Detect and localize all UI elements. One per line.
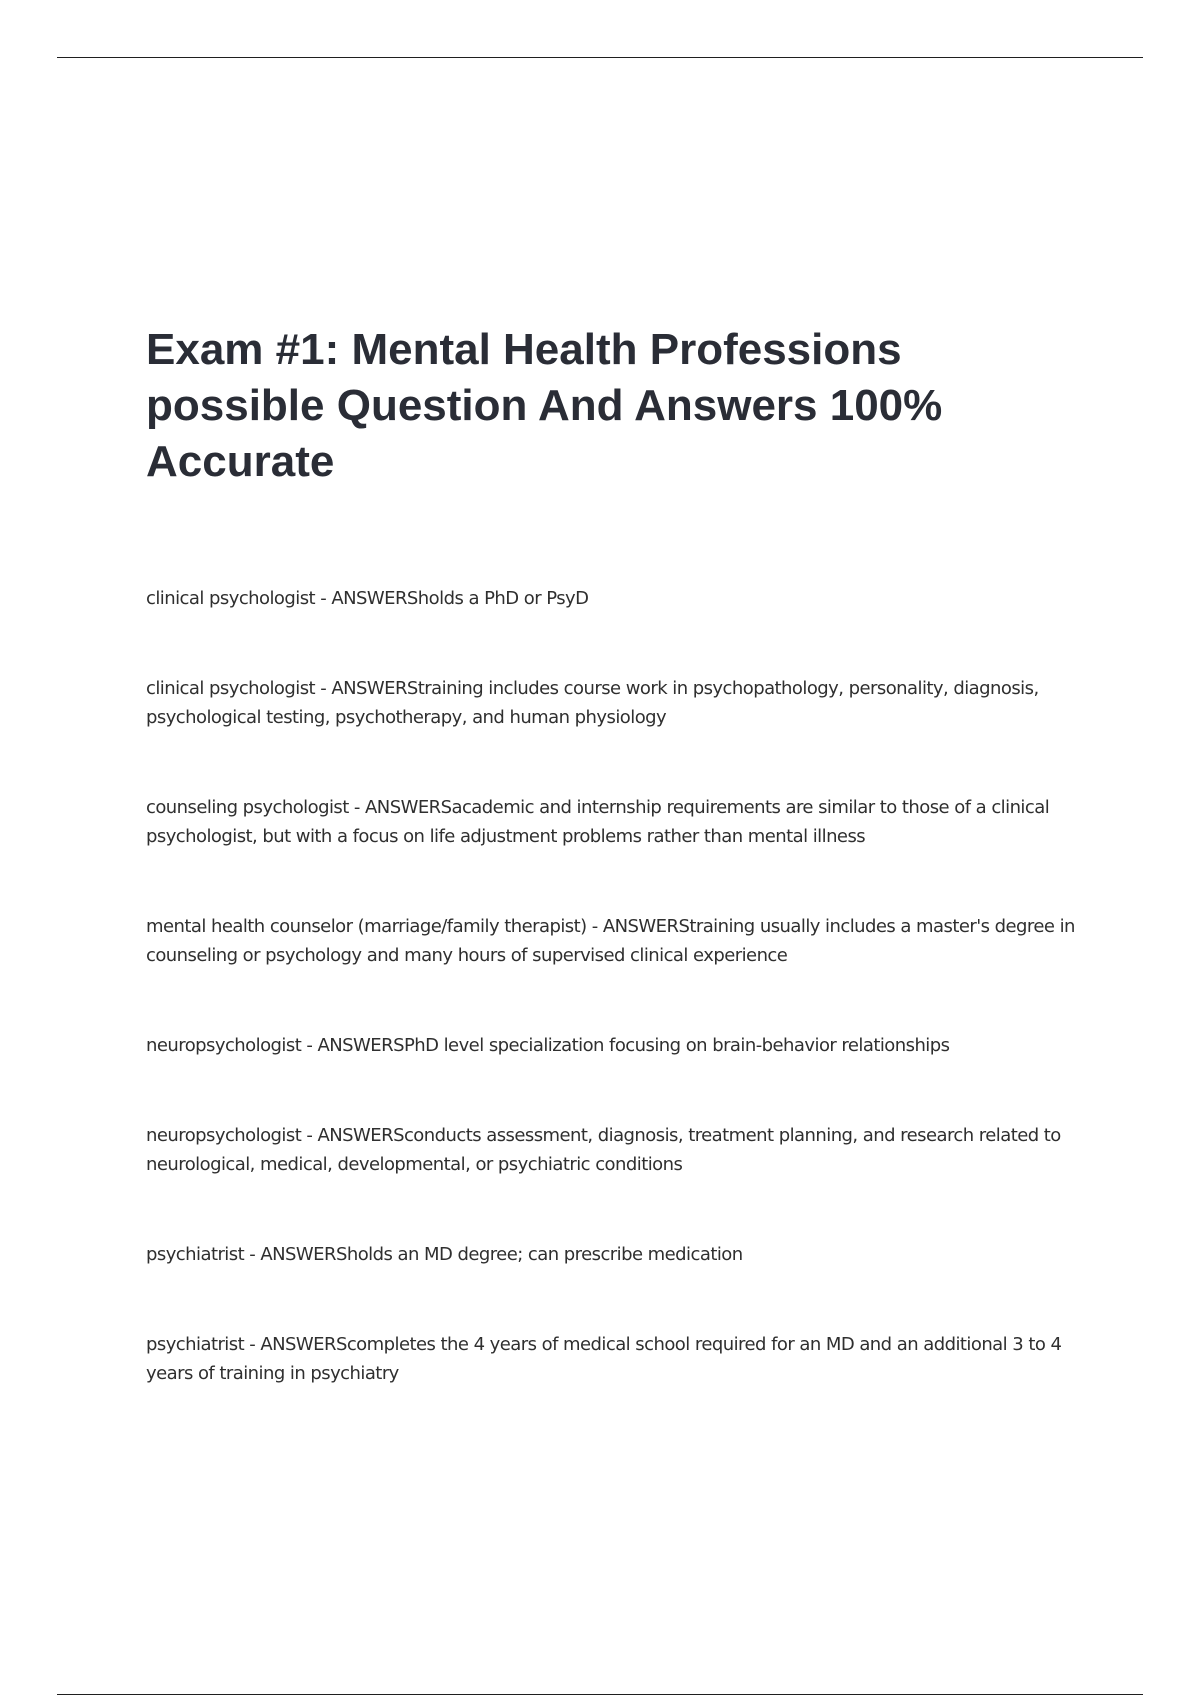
qa-item-4: mental health counselor (marriage/family therapist) - ANSWERStraining usually includes a master's degree in counseling or psychology and many hours of supervised clinical experience [146, 916, 1075, 966]
qa-item-2: clinical psychologist - ANSWERStraining includes course work in psychopathology, personality, diagnosis, psychological testing, psychotherapy, and human physiology [146, 678, 1039, 728]
header-rule [57, 57, 1143, 58]
qa-item-7: psychiatrist - ANSWERSholds an MD degree; can prescribe medication [146, 1244, 743, 1265]
qa-item-1: clinical psychologist - ANSWERSholds a PhD or PsyD [146, 588, 589, 609]
qa-item-6: neuropsychologist - ANSWERSconducts assessment, diagnosis, treatment planning, and research related to neurological, medical, developmental, or psychiatric conditions [146, 1125, 1061, 1175]
document-title: Exam #1: Mental Health Professions possible Question And Answers 100% Accurate [146, 325, 943, 486]
qa-item-5: neuropsychologist - ANSWERSPhD level specialization focusing on brain-behavior relationships [146, 1035, 950, 1056]
qa-list [146, 584, 1096, 1449]
qa-item-8: psychiatrist - ANSWERScompletes the 4 years of medical school required for an MD and an additional 3 to 4 years of training in psychiatry [146, 1334, 1062, 1384]
qa-item-3: counseling psychologist - ANSWERSacademic and internship requirements are similar to those of a clinical psychologist, but with a focus on life adjustment problems rather than mental illness [146, 797, 1050, 847]
footer-rule [57, 1694, 1143, 1695]
